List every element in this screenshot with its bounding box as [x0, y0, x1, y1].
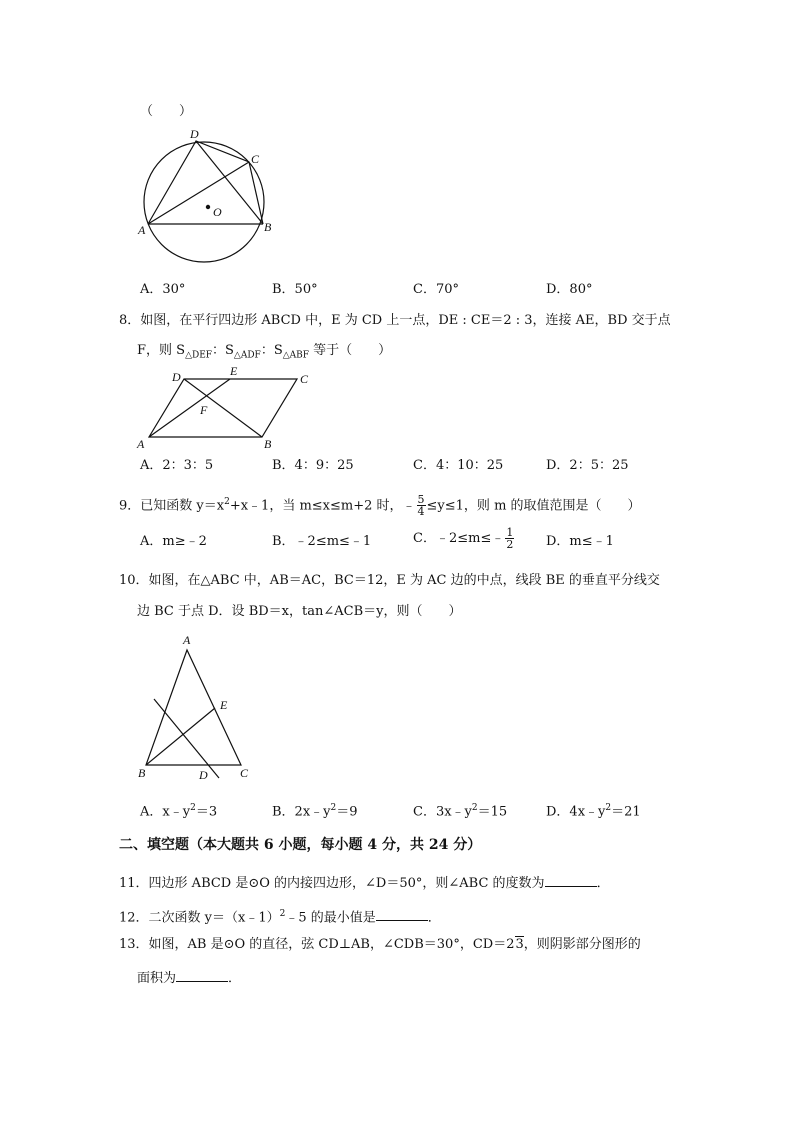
- q13-answer-blank: [176, 969, 228, 982]
- label-a: A: [137, 437, 145, 451]
- q7-option-a: A．30°: [140, 282, 186, 297]
- q8-line2: F，则 $S_{\triangle DEF}$：$S_{\triangle ADF}$：$S_{\triangle ABF}$ 等于（ ）: [137, 343, 392, 361]
- q12: 12．二次函数 y＝（x﹣1）$^2$﹣5 的最小值是 ．: [119, 909, 441, 926]
- label-b: B: [138, 766, 146, 780]
- section-2-heading: 二、填空题（本大题共 6 小题，每小题 4 分，共 24 分）: [119, 837, 482, 853]
- q10-line2: 边 BC 于点 D．设 BD＝x，tan∠ACB＝y，则（ ）: [137, 604, 462, 619]
- q8-line1: 8．如图，在平行四边形 ABCD 中，E 为 CD 上一点，DE : CE＝2 : 3，连接 AE，BD 交于点: [119, 313, 671, 328]
- q9-option-d: D．m≤﹣1: [546, 534, 614, 549]
- label-c: C: [300, 372, 309, 386]
- q7-option-c: C．70°: [413, 282, 459, 297]
- q9-option-c-fraction: $\frac{1}{2}$: [506, 526, 514, 551]
- q10-option-b: B．$2x﹣y^2=9$: [272, 803, 358, 820]
- label-d: D: [190, 127, 199, 141]
- q7-circle-figure: [130, 125, 290, 275]
- label-a: A: [138, 223, 146, 237]
- label-e: E: [230, 364, 238, 378]
- q10-triangle-figure: [130, 628, 265, 788]
- label-o: O: [213, 205, 222, 219]
- label-a: A: [183, 633, 191, 647]
- sqrt-3: 3: [515, 937, 524, 952]
- q9-option-b: B．﹣2≤m≤﹣1: [272, 534, 372, 549]
- label-d: D: [172, 370, 181, 384]
- q9-stem: 9．已知函数 $y=x^2+x﹣1$，当 m≤x≤m+2 时，﹣ $\frac{5}{4}$ ≤y≤1，则 m 的取值范围是（ ）: [119, 493, 641, 519]
- label-c: C: [240, 766, 249, 780]
- q10-option-a: A．$x﹣y^2=3$: [140, 803, 218, 820]
- q11: 11．四边形 ABCD 是⊙O 的内接四边形，∠D＝50°，则∠ABC 的度数为 ．: [119, 876, 610, 891]
- q9-fraction: $\frac{5}{4}$: [417, 493, 425, 519]
- q7-option-d: D．80°: [546, 282, 593, 297]
- label-d: D: [199, 768, 208, 782]
- q8-option-a: A．2：3：5: [140, 458, 214, 473]
- q8-option-b: B．4：9：25: [272, 458, 354, 473]
- q12-answer-blank: [376, 908, 428, 921]
- q9-option-c: C．﹣2≤m≤﹣ $\frac{1}{2}$: [413, 526, 514, 551]
- q8-option-d: D．2：5：25: [546, 458, 629, 473]
- label-b: B: [264, 220, 272, 234]
- label-b: B: [264, 437, 272, 451]
- q10-option-d: D．$4x﹣y^2=21$: [546, 803, 641, 820]
- q10-line1: 10．如图，在△ABC 中，AB＝AC，BC＝12，E 为 AC 边的中点，线段 BE 的垂直平分线交: [119, 573, 660, 588]
- q10-option-c: C．$3x﹣y^2=15$: [413, 803, 508, 820]
- center-dot: [206, 205, 210, 209]
- label-f: F: [200, 403, 208, 417]
- q8-parallelogram-figure: [132, 364, 322, 454]
- q7-answer-paren: （ ）: [140, 104, 193, 119]
- q8-option-c: C．4：10：25: [413, 458, 504, 473]
- q7-option-b: B．50°: [272, 282, 318, 297]
- label-c: C: [251, 152, 260, 166]
- label-e: E: [220, 698, 228, 712]
- q9-option-a: A．m≥﹣2: [140, 534, 207, 549]
- q13-line2: 面积为 ．: [137, 971, 242, 986]
- q11-answer-blank: [545, 874, 597, 887]
- q13-line1: 13．如图，AB 是⊙O 的直径，弦 CD⊥AB，∠CDB＝30°，CD＝23，则阴影部分图形的: [119, 937, 641, 952]
